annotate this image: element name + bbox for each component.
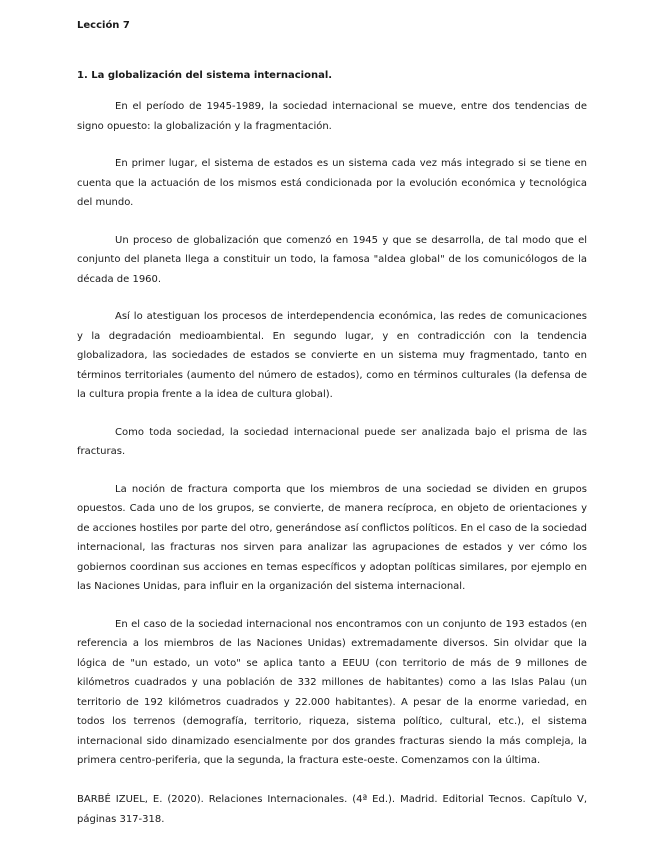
paragraph-1: En el período de 1945-1989, la sociedad internacional se mueve, entre dos tendencias de signo opuesto: la globalización y la fragmentación. — [77, 101, 587, 132]
paragraph-5: Como toda sociedad, la sociedad internacional puede ser analizada bajo el prisma de las fracturas. — [77, 426, 587, 457]
paragraph-3: Un proceso de globalización que comenzó en 1945 y que se desarrolla, de tal modo que el conjunto del planeta llega a constituir un todo, la famosa "aldea global" de los comunicólogos de la década de 1960. — [77, 234, 587, 285]
document-body — [77, 97, 587, 789]
paragraph-6: La noción de fractura comporta que los miembros de una sociedad se dividen en grupos opuestos. Cada uno de los grupos, se convierte, de manera recíproca, en objeto de orientaciones y de acciones hostiles por parte del otro, generándose así conflictos políticos. En el caso de la sociedad internacional, las fracturas nos sirven para analizar las agrupaciones de estados y ver cómo los gobiernos coordinan sus acciones en temas específicos y adoptan políticas similares, por ejemplo en las Naciones Unidas, para influir en la organización del sistema internacional. — [77, 483, 587, 592]
lesson-label: Lección 7 — [77, 20, 130, 31]
paragraph-2: En primer lugar, el sistema de estados es un sistema cada vez más integrado si se tiene en cuenta que la actuación de los mismos está condicionada por la evolución económica y tecnológica del mundo. — [77, 158, 587, 208]
paragraph-7: En el caso de la sociedad internacional nos encontramos con un conjunto de 193 estados (en referencia a los miembros de las Naciones Unidas) extremadamente diversos. Sin olvidar que la lógica de "un estado, un voto" se aplica tanto a EEUU (con territorio de más de 9 millones de kilómetros cuadrados y una población de 332 millones de habitantes) como a las Islas Palau (un territorio de 192 kilómetros cuadrados y 22.000 habitantes). A pesar de la enorme variedad, en todos los terrenos (demografía, territorio, riqueza, sistema político, cultural, etc.), el sistema internacional sido dinamizado esencialmente por dos grandes fracturas siendo la más compleja, la primera centro-periferia, que la segunda, la fractura este-oeste. Comenzamos con la última. — [77, 618, 587, 766]
paragraph-4: Así lo atestiguan los procesos de interdependencia económica, las redes de comunicaciones y la degradación medioambiental. En segundo lugar, y en contradicción con la tendencia globalizadora, las sociedades de estados se convierte en un sistema muy fragmentado, tanto en términos territoriales (aumento del número de estados), como en términos culturales (la defensa de la cultura propia frente a la idea de cultura global). — [77, 311, 587, 400]
section-heading: 1. La globalización del sistema internacional. — [77, 70, 333, 81]
bibliographic-reference: BARBÉ IZUEL, E. (2020). Relaciones Internacionales. (4ª Ed.). Madrid. Editorial Tecnos. Capítulo V, páginas 317-318. — [77, 794, 587, 825]
